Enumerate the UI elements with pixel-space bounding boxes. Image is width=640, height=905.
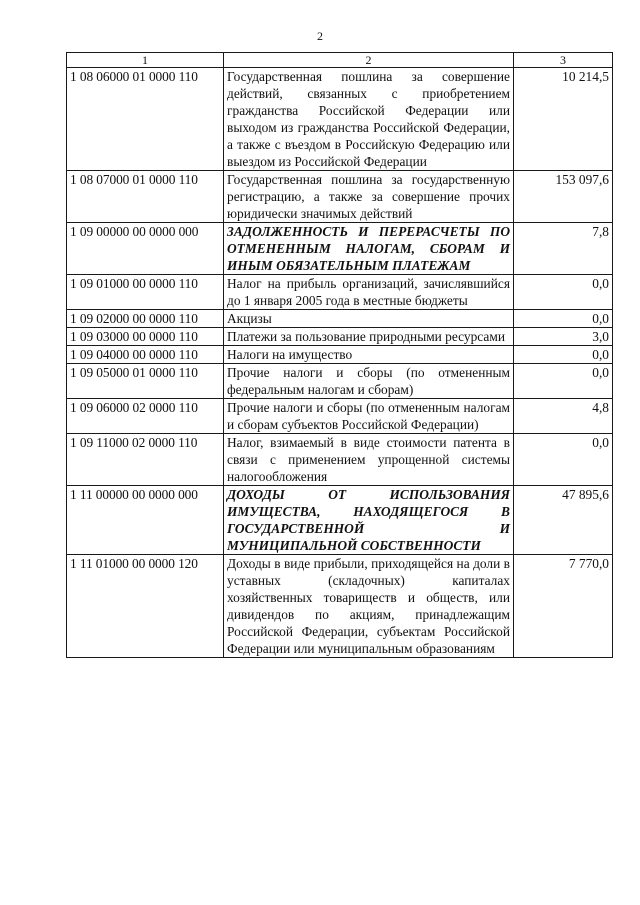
row-name: Налоги на имущество [224,346,514,364]
row-name: Платежи за пользование природными ресурсами [224,328,514,346]
table-row [67,310,613,328]
row-amount: 7 770,0 [514,555,613,658]
row-code: 1 09 02000 00 0000 110 [67,310,224,328]
row-code: 1 09 11000 02 0000 110 [67,434,224,486]
row-amount: 7,8 [514,223,613,275]
table-row [67,171,613,223]
table-row [67,68,613,171]
table-row-section [67,223,613,275]
row-amount: 0,0 [514,434,613,486]
row-code: 1 09 05000 01 0000 110 [67,364,224,399]
row-name: Государственная пошлина за государственную регистрацию, а также за совершение прочих юридически значимых действий [224,171,514,223]
row-amount: 153 097,6 [514,171,613,223]
row-code: 1 09 01000 00 0000 110 [67,275,224,310]
row-code: 1 08 07000 01 0000 110 [67,171,224,223]
row-amount: 0,0 [514,346,613,364]
table-row [67,275,613,310]
row-amount: 0,0 [514,310,613,328]
table-row-section [67,486,613,555]
row-name: Доходы в виде прибыли, приходящейся на доли в уставных (складочных) капиталах хозяйственных товариществ и обществ, или дивидендов по акциям, принадлежащим Российской Федерации, субъектам Российской Федерации или муниципальным образованиям [224,555,514,658]
row-amount: 0,0 [514,364,613,399]
row-code: 1 09 06000 02 0000 110 [67,399,224,434]
column-number-header-row [67,53,613,68]
row-amount: 47 895,6 [514,486,613,555]
row-amount: 4,8 [514,399,613,434]
column-header-amount: 3 [514,53,613,68]
row-code: 1 09 03000 00 0000 110 [67,328,224,346]
row-name: Государственная пошлина за совершение действий, связанных с приобретением гражданства Российской Федерации или выходом из гражданства Российской Федерации, а также с въездом в Российскую Федерацию или выездом из Российской Федерации [224,68,514,171]
column-header-name: 2 [224,53,514,68]
page-number: 2 [317,29,323,43]
row-code: 1 11 00000 00 0000 000 [67,486,224,555]
row-name: Налог на прибыль организаций, зачислявшийся до 1 января 2005 года в местные бюджеты [224,275,514,310]
row-code: 1 08 06000 01 0000 110 [67,68,224,171]
row-name: Налог, взимаемый в виде стоимости патента в связи с применением упрощенной системы налогообложения [224,434,514,486]
row-code: 1 09 00000 00 0000 000 [67,223,224,275]
row-amount: 0,0 [514,275,613,310]
table-row [67,399,613,434]
table-row [67,434,613,486]
table-row [67,555,613,658]
column-header-code: 1 [67,53,224,68]
row-name: Прочие налоги и сборы (по отмененным налогам и сборам субъектов Российской Федерации) [224,399,514,434]
row-name: ДОХОДЫ ОТ ИСПОЛЬЗОВАНИЯ ИМУЩЕСТВА, НАХОДЯЩЕГОСЯ В ГОСУДАРСТВЕННОЙ И МУНИЦИПАЛЬНОЙ СОБСТВЕННОСТИ [224,486,514,555]
row-name: Акцизы [224,310,514,328]
table-row [67,346,613,364]
row-amount: 3,0 [514,328,613,346]
row-name: ЗАДОЛЖЕННОСТЬ И ПЕРЕРАСЧЕТЫ ПО ОТМЕНЕННЫМ НАЛОГАМ, СБОРАМ И ИНЫМ ОБЯЗАТЕЛЬНЫМ ПЛАТЕЖАМ [224,223,514,275]
row-code: 1 09 04000 00 0000 110 [67,346,224,364]
row-amount: 10 214,5 [514,68,613,171]
table-row [67,364,613,399]
row-code: 1 11 01000 00 0000 120 [67,555,224,658]
row-name: Прочие налоги и сборы (по отмененным федеральным налогам и сборам) [224,364,514,399]
revenue-table [66,52,613,658]
table-row [67,328,613,346]
